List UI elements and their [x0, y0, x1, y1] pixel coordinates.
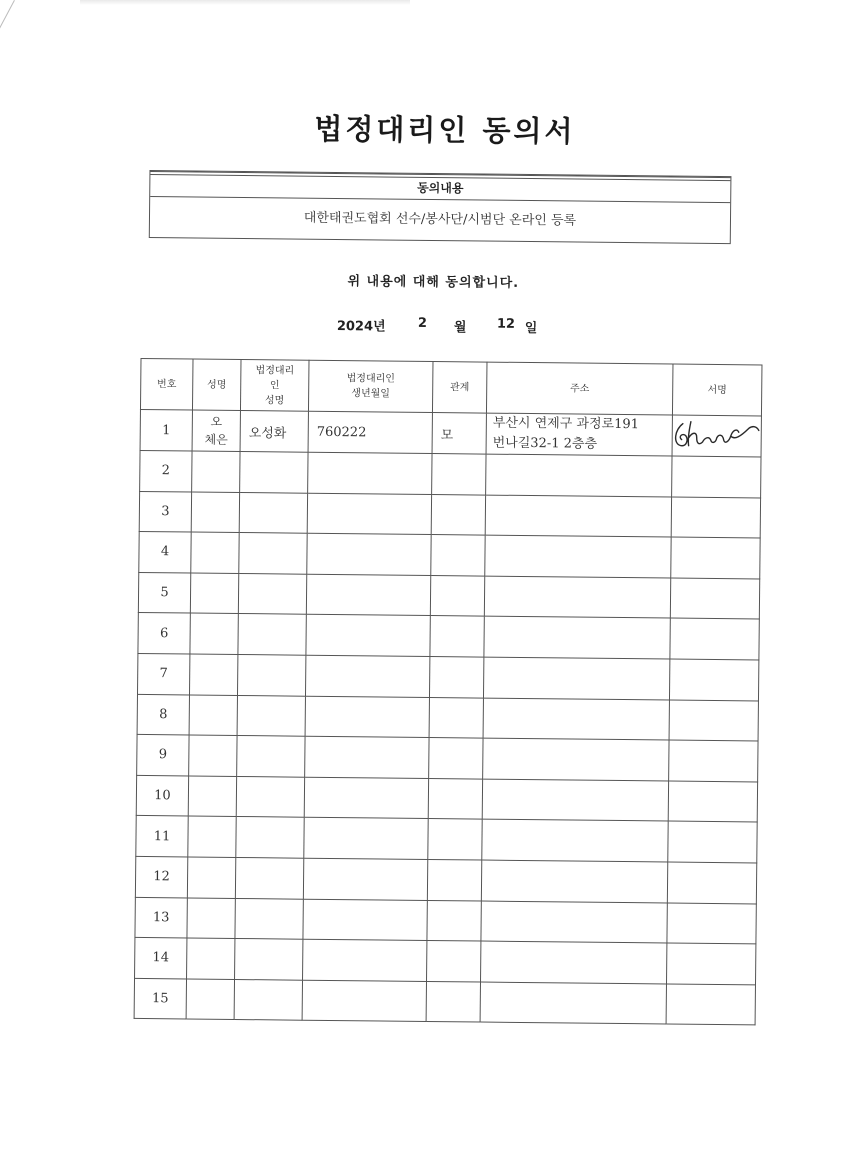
consent-body: 대한태권도협회 선수/봉사단/시범단 온라인 등록 — [303, 210, 577, 229]
row-number: 5 — [138, 572, 190, 613]
date-month-unit: 월 — [453, 320, 467, 336]
row-number: 15 — [134, 978, 186, 1019]
table-row — [139, 532, 760, 579]
header-name: 성명 — [192, 359, 241, 410]
table-header-row — [140, 358, 762, 416]
table-row — [139, 491, 760, 538]
relation: 모 — [432, 413, 486, 455]
header-guardian-name-line: 성명 — [264, 394, 285, 406]
student-name — [192, 410, 240, 452]
row-number: 7 — [137, 653, 189, 694]
agreement-statement: 위 내용에 대해 동의합니다. — [347, 274, 520, 291]
table-row — [138, 613, 759, 660]
guardian-name: 오성화 — [240, 411, 308, 453]
student-name-line: 체은 — [204, 432, 228, 447]
row-number: 4 — [139, 532, 191, 573]
document-title: 법정대리인 동의서 — [314, 111, 576, 149]
table-row — [135, 856, 756, 903]
header-signature: 서명 — [672, 364, 762, 416]
table-row — [134, 978, 755, 1025]
header-guardian-birth — [308, 360, 433, 412]
row-number: 2 — [140, 450, 192, 491]
header-no: 번호 — [140, 358, 193, 410]
row-number: 13 — [135, 897, 187, 938]
row-number: 3 — [139, 491, 191, 532]
header-guardian-name-line: 법정대리 — [255, 364, 295, 377]
header-address: 주소 — [486, 362, 673, 415]
header-guardian-birth-line: 생년월일 — [351, 388, 391, 400]
table-row — [137, 653, 758, 700]
date-month-value: 2 — [417, 315, 428, 331]
header-guardian-name-line: 인 — [269, 379, 280, 391]
address-line: 부산시 연제구 과정로191 — [492, 415, 640, 433]
header-guardian-birth-line: 법정대리인 — [346, 373, 396, 385]
date-day-value: 12 — [496, 316, 516, 332]
handwritten-signature — [669, 415, 761, 456]
row-number: 11 — [136, 816, 188, 857]
table-row — [140, 450, 761, 497]
table-row — [135, 897, 756, 944]
header-guardian-name — [240, 360, 309, 412]
guardian-table — [134, 358, 763, 1026]
table-row — [135, 938, 756, 985]
row-number: 9 — [137, 735, 189, 776]
consent-header: 동의내용 — [150, 171, 730, 203]
row-number: 14 — [135, 938, 187, 979]
date-year: 2024년 — [336, 319, 386, 335]
consent-content-box — [149, 170, 732, 244]
row-number: 12 — [135, 856, 187, 897]
table-row — [136, 775, 757, 822]
header-relation: 관계 — [432, 362, 487, 414]
guardian-birth: 760222 — [308, 411, 432, 453]
table-row — [137, 694, 758, 741]
address-line: 번나길32-1 2층층 — [492, 435, 598, 452]
row-number: 8 — [137, 694, 189, 735]
date-day-unit: 일 — [524, 320, 538, 337]
table-row — [140, 409, 761, 457]
row-number: 10 — [136, 775, 188, 816]
table-row — [136, 816, 757, 863]
table-row — [137, 735, 758, 782]
table-row — [138, 572, 759, 619]
row-number: 6 — [138, 613, 190, 654]
signature-cell — [672, 415, 761, 457]
row-number: 1 — [140, 409, 192, 451]
address — [486, 413, 672, 456]
student-name-line: 오 — [210, 414, 223, 429]
